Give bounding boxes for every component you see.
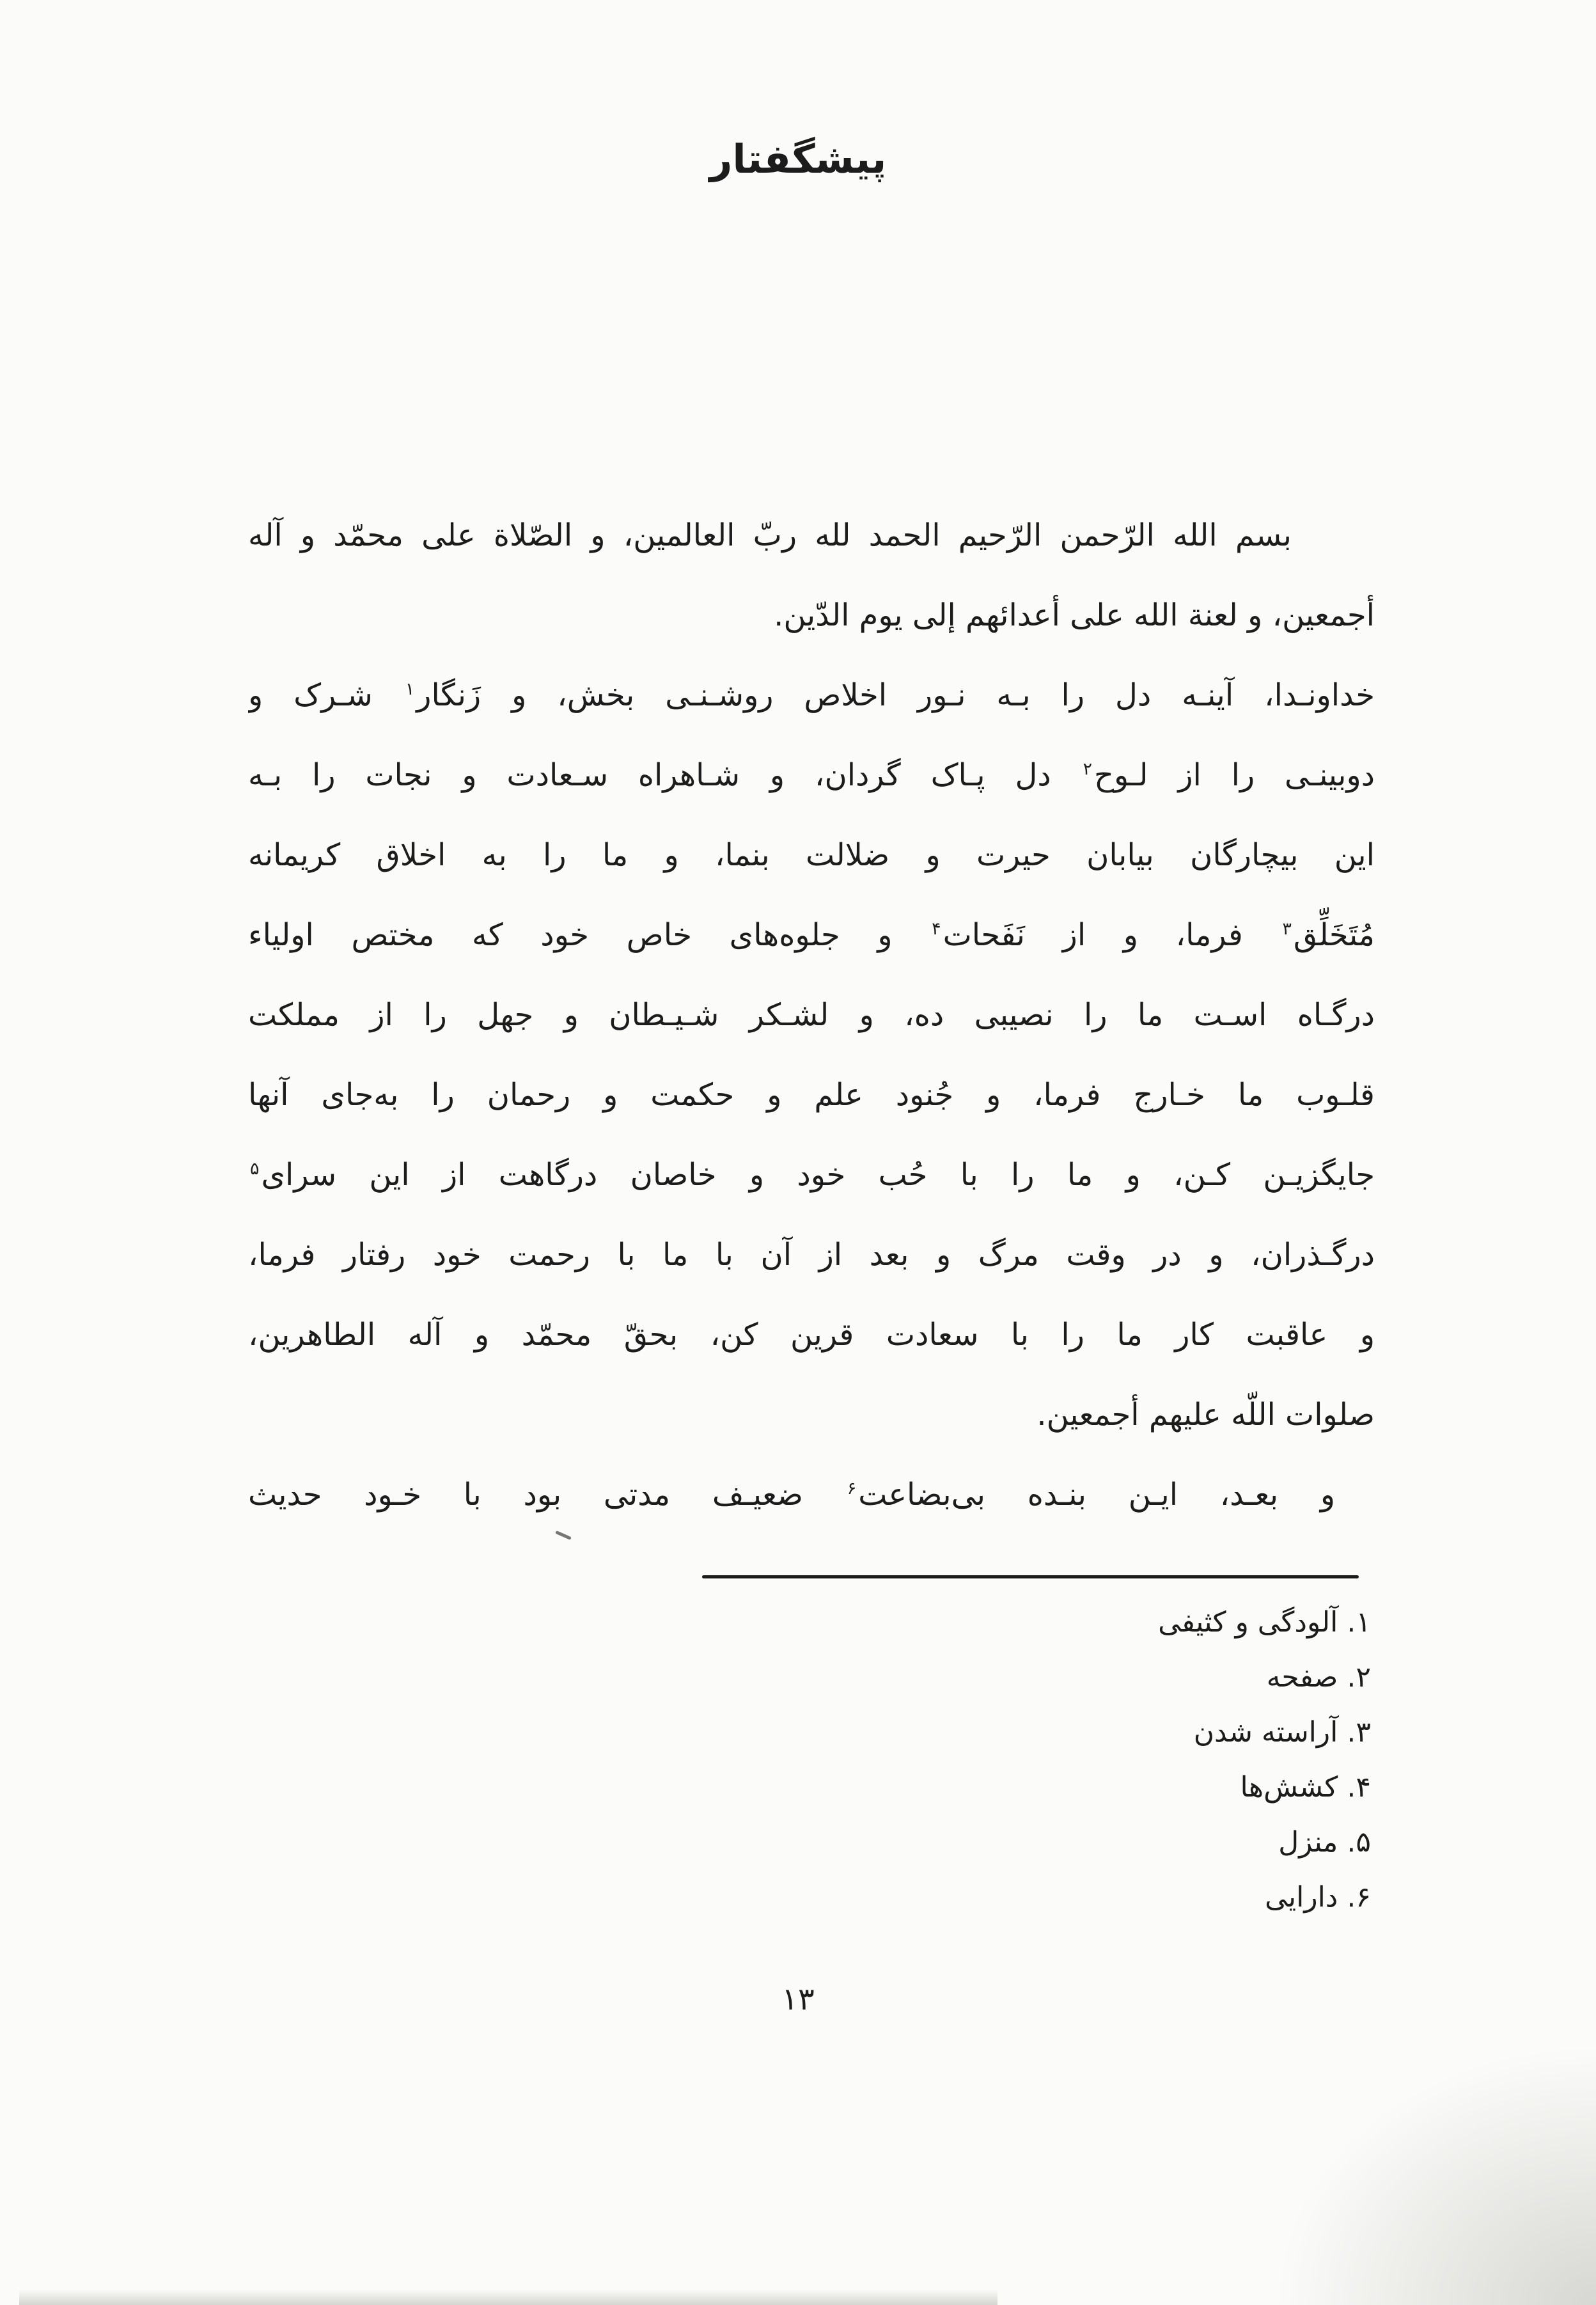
footnote-marker: ۱ — [405, 679, 415, 700]
text-run: خداونـدا، آینـه دل را بـه نـور اخلاص روشـنـی بخش، و زَنگار — [416, 677, 1375, 713]
text-line — [248, 1055, 1375, 1135]
footnote-item: ۲. صفحه — [1266, 1661, 1371, 1694]
paragraph — [248, 496, 1375, 656]
text-run: و بعـد، ایـن بنـده بی‌بضاعت — [858, 1477, 1336, 1513]
text-run: فرما، و از نَفَحات — [943, 917, 1281, 953]
footnote-marker: ۴ — [932, 919, 941, 940]
text-line — [248, 815, 1375, 895]
footnote-item: ۶. دارایی — [1265, 1881, 1371, 1914]
page-title: پیشگفتار — [709, 136, 887, 182]
text-line — [248, 1135, 1375, 1215]
footnote-item: ۳. آراسته شدن — [1193, 1716, 1371, 1749]
scan-artifact-bottom — [19, 2290, 997, 2305]
text-run: و جلوه‌های خاص خود که مختص اولیاء — [248, 917, 930, 953]
text-line — [248, 1295, 1375, 1375]
text-run: و عاقبت کار ما را با سعادت قرین کن، بحقّ محمّد و آله الطاهرین، — [248, 1317, 1375, 1353]
text-line — [248, 1375, 1375, 1455]
text-line — [248, 975, 1375, 1055]
text-run: جایگزیـن کـن، و ما را با حُب خود و خاصان درگاهت از این سرای — [261, 1157, 1375, 1193]
text-run: قلـوب ما خـارج فرما، و جُنود علم و حکمت و رحمان را به‌جای آنها — [248, 1077, 1375, 1113]
text-line — [248, 1455, 1375, 1535]
scan-artifact-corner — [1264, 2036, 1596, 2305]
text-run: بسم الله الرّحمن الرّحیم الحمد لله ربّ العالمین، و الصّلاة علی محمّد و آله — [248, 517, 1292, 553]
text-run: مُتَخَلِّق — [1293, 917, 1375, 953]
text-run: درگـذران، و در وقت مرگ و بعد از آن با ما با رحمت خود رفتار فرما، — [248, 1237, 1375, 1273]
text-line — [248, 576, 1375, 656]
footnote-marker: ۳ — [1282, 919, 1292, 940]
paragraph — [248, 656, 1375, 1455]
text-run: این بیچارگان بیابان حیرت و ضلالت بنما، و ما را به اخلاق کریمانه — [248, 837, 1375, 873]
footnotes-list — [476, 1595, 1371, 1925]
text-run: أجمعین، و لعنة الله علی أعدائهم إلی یوم الدّین. — [774, 597, 1375, 633]
body-text — [248, 496, 1375, 1535]
text-run: دوبینـی را از لـوح — [1094, 757, 1375, 793]
footnote-item: ۴. کشش‌ها — [1240, 1771, 1371, 1804]
paragraph — [248, 1455, 1375, 1535]
footnote-marker: ۶ — [847, 1479, 857, 1499]
text-run: صلوات اللّه علیهم أجمعین. — [1037, 1397, 1375, 1433]
footnote-separator — [702, 1575, 1359, 1578]
footnote-marker: ۲ — [1083, 759, 1092, 780]
footnote-item: ۵. منزل — [1278, 1826, 1371, 1859]
text-run: درگـاه اسـت ما را نصیبی ده، و لشـکر شـیـطان و جهل را از مملکت — [248, 997, 1375, 1033]
text-line — [248, 736, 1375, 815]
footnote-item: ۱. آلودگی و کثیفی — [1158, 1606, 1371, 1639]
text-line — [248, 496, 1375, 576]
footnote-marker: ۵ — [250, 1159, 260, 1179]
page-number: ۱۳ — [781, 1981, 815, 2017]
text-run: ضعیـف مدتی بود با خـود حدیث — [248, 1477, 845, 1513]
text-line — [248, 656, 1375, 736]
text-run: دل پـاک گردان، و شـاهراه سـعادت و نجات را بـه — [248, 757, 1081, 793]
text-run: شـرک و — [248, 677, 403, 713]
text-line — [248, 1215, 1375, 1295]
text-line — [248, 895, 1375, 975]
